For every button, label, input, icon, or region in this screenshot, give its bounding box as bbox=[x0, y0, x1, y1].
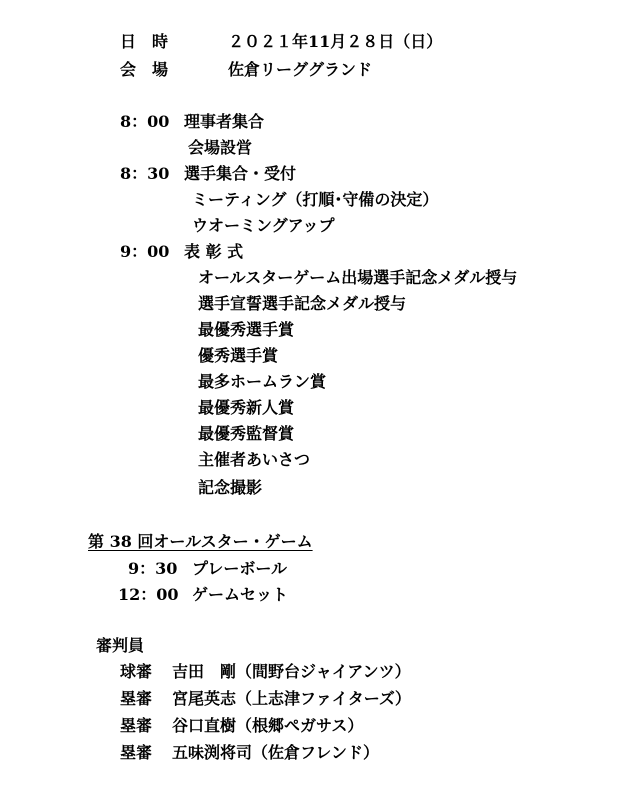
umpire-name: 五味渕将司 bbox=[172, 743, 253, 762]
schedule-row bbox=[120, 164, 296, 184]
schedule-item: 会場設営 bbox=[188, 138, 253, 157]
umpire-role: 塁審 bbox=[120, 743, 153, 762]
game-event-time: 12：00 bbox=[118, 585, 179, 604]
umpire-role: 球審 bbox=[120, 662, 153, 681]
ceremony-item: オールスターゲーム出場選手記念メダル授与 bbox=[198, 268, 518, 287]
ceremony-item: 優秀選手賞 bbox=[198, 346, 279, 365]
umpire-row bbox=[120, 662, 411, 682]
ceremony-item: 記念撮影 bbox=[198, 478, 263, 497]
umpire-role: 塁審 bbox=[120, 689, 153, 708]
umpire-name: 谷口直樹 bbox=[172, 716, 237, 735]
umpire-role: 塁審 bbox=[120, 716, 153, 735]
schedule-item: 表 彰 式 bbox=[184, 242, 244, 261]
umpire-name: 吉田 剛 bbox=[172, 662, 237, 681]
ceremony-item: 選手宣誓選手記念メダル授与 bbox=[198, 294, 407, 313]
ceremony-item: 最優秀監督賞 bbox=[198, 424, 295, 443]
game-event-label: プレーボール bbox=[192, 559, 288, 578]
umpires-title: 審判員 bbox=[96, 636, 145, 655]
umpire-team: （上志津ファイターズ） bbox=[236, 689, 411, 708]
ceremony-item: 主催者あいさつ bbox=[198, 450, 311, 469]
schedule-item: 選手集合・受付 bbox=[184, 164, 297, 183]
umpire-team: （間野台ジャイアンツ） bbox=[236, 662, 411, 681]
schedule-time: 8：30 bbox=[120, 164, 170, 183]
schedule-item: ウオーミングアップ bbox=[192, 216, 335, 235]
umpire-name: 宮尾英志 bbox=[172, 689, 237, 708]
game-event-label: ゲームセット bbox=[192, 585, 289, 604]
schedule-time: 9：00 bbox=[120, 242, 170, 261]
schedule-row bbox=[120, 112, 264, 132]
game-event-row bbox=[118, 585, 288, 605]
venue-value: 佐倉リーググランド bbox=[228, 60, 373, 79]
game-event-time: 9：30 bbox=[128, 559, 178, 578]
game-event-row bbox=[128, 559, 287, 579]
umpire-team: （根郷ペガサス） bbox=[236, 716, 364, 735]
game-title: 第 38 回オールスター・ゲーム bbox=[88, 532, 313, 551]
umpire-row bbox=[120, 716, 363, 736]
ceremony-item: 最優秀新人賞 bbox=[198, 398, 295, 417]
schedule-time: 8：00 bbox=[120, 112, 170, 131]
umpire-team: （佐倉フレンド） bbox=[252, 743, 379, 762]
umpire-row bbox=[120, 689, 411, 709]
date-label: 日 時 bbox=[120, 32, 169, 51]
ceremony-item: 最優秀選手賞 bbox=[198, 320, 295, 339]
ceremony-item: 最多ホームラン賞 bbox=[198, 372, 327, 391]
date-row bbox=[120, 32, 442, 52]
venue-label: 会 場 bbox=[120, 60, 169, 79]
umpire-row bbox=[120, 743, 379, 763]
schedule-row bbox=[120, 242, 243, 262]
schedule-item: ミーティング（打順･守備の決定） bbox=[192, 190, 439, 209]
date-value: ２０２１年11月２８日（日） bbox=[228, 32, 443, 51]
schedule-item: 理事者集合 bbox=[184, 112, 265, 131]
venue-row bbox=[120, 60, 372, 80]
